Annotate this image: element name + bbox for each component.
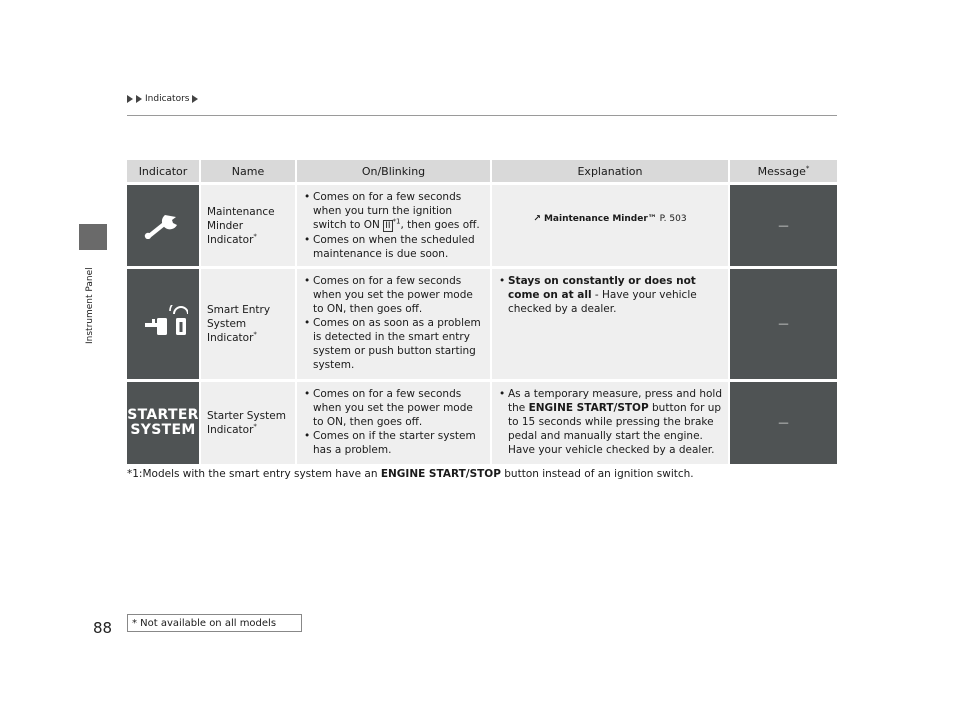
indicator-name: Maintenance Minder Indicator* — [201, 185, 297, 266]
starter-system-icon: STARTER SYSTEM — [127, 407, 199, 438]
table-row — [127, 382, 837, 464]
indicator-cell — [127, 185, 201, 266]
indicator-cell — [127, 382, 201, 464]
explanation-cell — [492, 269, 730, 379]
message-cell: — — [730, 382, 837, 464]
on-blinking-cell — [297, 185, 492, 266]
explanation-cell — [492, 382, 730, 464]
explanation-cell — [492, 185, 730, 266]
sidebar-section-label: Instrument Panel — [85, 267, 95, 344]
table-row — [127, 185, 837, 266]
page-number: 88 — [93, 619, 113, 637]
list-item: • As a temporary measure, press and hold the ENGINE START/STOP button for up to 15 seconds while pressing the brake pedal and manually start the engine. Have your vehicle checked by a dealer. — [498, 387, 722, 457]
header-message: Message* — [730, 160, 837, 182]
section-tab — [79, 224, 107, 250]
reference-arrow-icon: ↗ — [533, 214, 541, 224]
indicator-name: Starter System Indicator* — [201, 382, 297, 464]
cross-reference-link[interactable]: ↗ Maintenance Minder™ P. 503 — [533, 214, 687, 224]
footnote: *1:Models with the smart entry system have an ENGINE START/STOP button instead of an ignition switch. — [127, 468, 694, 480]
list-item: • Comes on for a few seconds when you set the power mode to ON, then goes off. — [303, 387, 484, 429]
header-explanation: Explanation — [492, 160, 730, 182]
list-item: • Comes on if the starter system has a problem. — [303, 429, 484, 457]
wrench-icon — [141, 209, 185, 239]
header-indicator: Indicator — [127, 160, 201, 182]
indicator-cell — [127, 269, 201, 379]
indicator-table — [127, 157, 837, 467]
breadcrumb-arrow-icon — [136, 95, 142, 103]
breadcrumb-section[interactable]: Indicators — [145, 94, 190, 104]
smart-entry-icon — [138, 305, 188, 339]
indicator-name: Smart Entry System Indicator* — [201, 269, 297, 379]
breadcrumb-arrow-icon — [192, 95, 198, 103]
availability-note: * Not available on all models — [127, 614, 302, 632]
message-cell: — — [730, 185, 837, 266]
on-blinking-cell — [297, 269, 492, 379]
list-item: • Comes on for a few seconds when you set the power mode to ON, then goes off. — [303, 274, 484, 316]
header-rule — [127, 115, 837, 116]
list-item: • Comes on when the scheduled maintenance is due soon. — [303, 233, 484, 261]
list-item: • Comes on for a few seconds when you turn the ignition switch to ON II $^{*1}$, then goes off. — [303, 190, 484, 233]
list-item: • Comes on as soon as a problem is detected in the smart entry system or push button starting system. — [303, 316, 484, 372]
breadcrumb-arrow-icon — [127, 95, 133, 103]
header-name: Name — [201, 160, 297, 182]
header-on-blinking: On/Blinking — [297, 160, 492, 182]
list-item: • Stays on constantly or does not come on at all - Have your vehicle checked by a dealer. — [498, 274, 722, 316]
table-row — [127, 269, 837, 379]
message-cell: — — [730, 269, 837, 379]
on-blinking-cell — [297, 382, 492, 464]
table-header-row — [127, 160, 837, 182]
breadcrumb — [127, 94, 198, 104]
